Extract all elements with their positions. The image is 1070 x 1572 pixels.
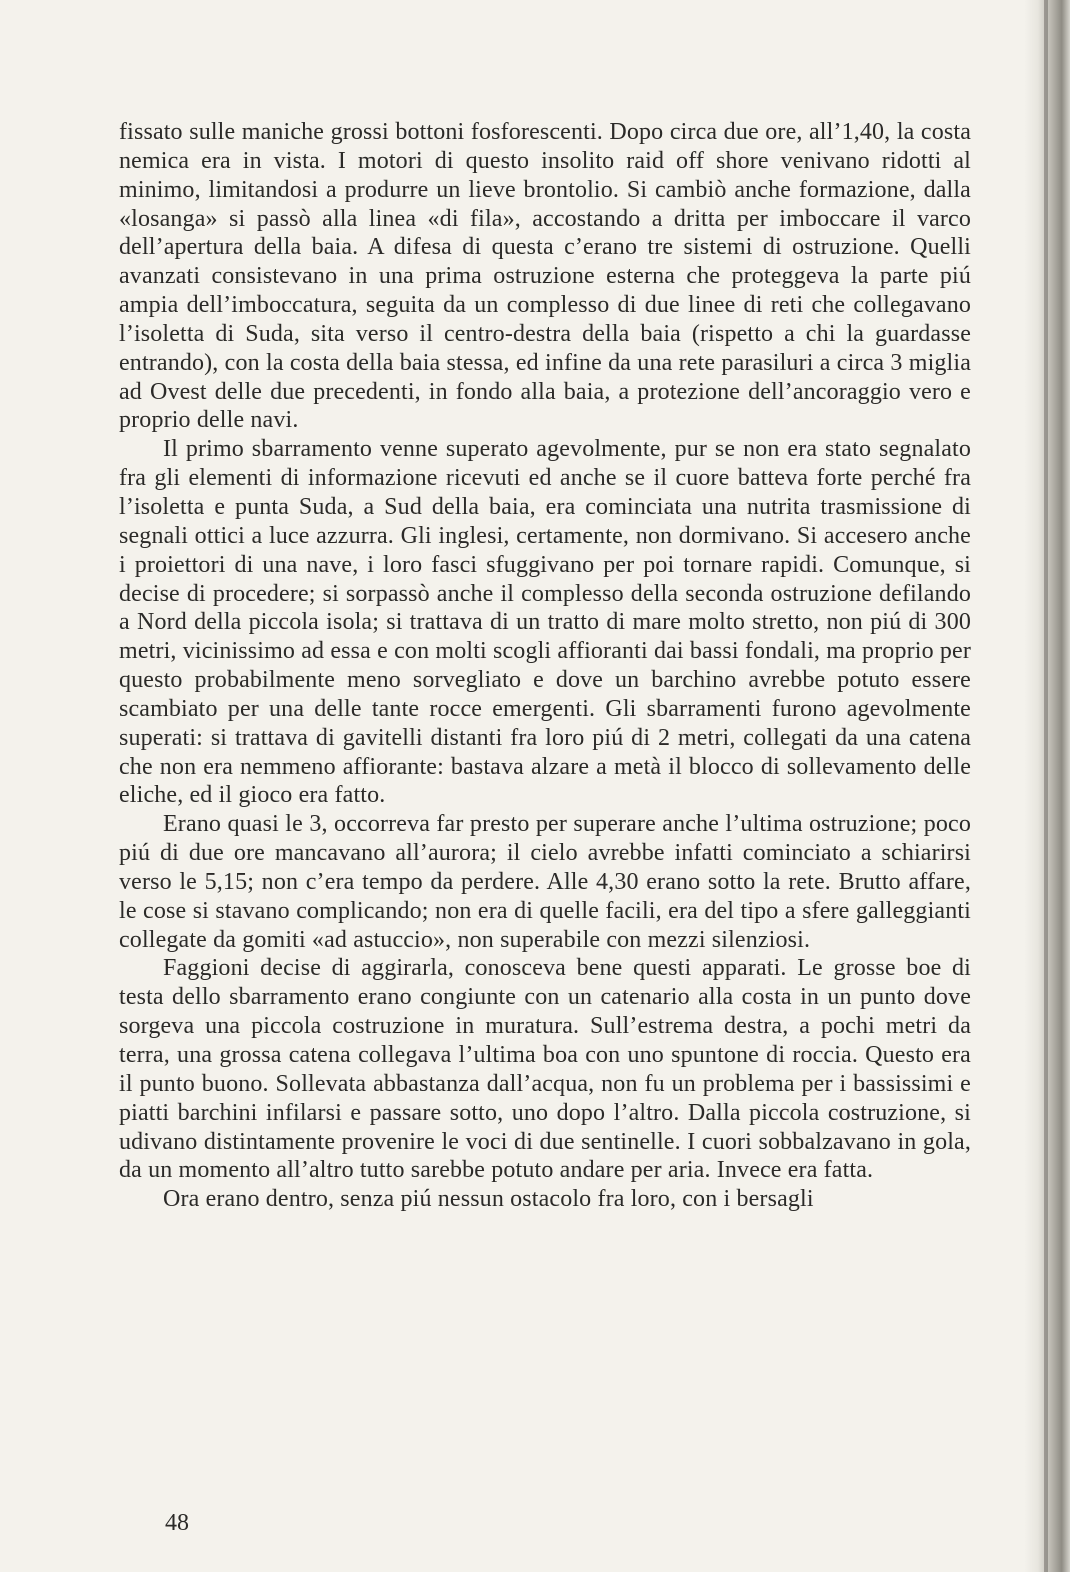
page-binding-line: [1044, 0, 1048, 1572]
body-text: [119, 118, 971, 1214]
paragraph-3: Erano quasi le 3, occorreva far presto per superare anche l’ultima ostruzione; poco piú di due ore mancavano all’aurora; il cielo avrebbe infatti cominciato a schiarirsi verso le 5,15; non c’era tempo da perdere. Alle 4,30 erano sotto la rete. Brutto affare, le cose si stavano complicando; non era di quelle facili, era del tipo a sfere galleggianti collegate da gomiti «ad astuccio», non superabile con mezzi silenziosi.: [119, 811, 971, 953]
page-number: 48: [165, 1510, 189, 1536]
paragraph-2: Il primo sbarramento venne superato agevolmente, pur se non era stato segnalato fra gli elementi di informazione ricevuti ed anche se il cuore batteva forte perché fra l’isoletta e punta Suda, a Sud della baia, era cominciata una nutrita trasmissione di segnali ottici a luce azzurra. Gli inglesi, certamente, non dormivano. Si accesero anche i proiettori di una nave, i loro fasci sfuggivano per poi tornare rapidi. Comunque, si decise di procedere; si sorpassò anche il complesso della seconda ostruzione defilando a Nord della piccola isola; si trattava di un tratto di mare molto stretto, non piú di 300 metri, vicinissimo ad essa e con molti scogli affioranti dai bassi fondali, ma proprio per questo probabilmente meno sorvegliato e dove un barchino avrebbe potuto essere scambiato per una delle tante rocce emergenti. Gli sbarramenti furono agevolmente superati: si trattava di gavitelli distanti fra loro piú di 2 metri, collegati da una catena che non era nemmeno affiorante: bastava alzare a metà il blocco di sollevamento delle eliche, ed il gioco era fatto.: [119, 436, 971, 809]
paragraph-5: Ora erano dentro, senza piú nessun ostacolo fra loro, con i bersagli: [163, 1186, 814, 1213]
paragraph-4: Faggioni decise di aggirarla, conosceva bene questi apparati. Le grosse boe di testa dello sbarramento erano congiunte con un catenario alla costa in un punto dove sorgeva una piccola costruzione in muratura. Sull’estrema destra, a pochi metri da terra, una grossa catena collegava l’ultima boa con uno spuntone di roccia. Questo era il punto buono. Sollevata abbastanza dall’acqua, non fu un problema per i bassissimi e piatti barchini infilarsi e passare sotto, uno dopo l’altro. Dalla piccola costruzione, si udivano distintamente provenire le voci di due sentinelle. I cuori sobbalzavano in gola, da un momento all’altro tutto sarebbe potuto andare per aria. Invece era fatta.: [119, 955, 971, 1184]
paragraph-1: fissato sulle maniche grossi bottoni fosforescenti. Dopo circa due ore, all’1,40, la costa nemica era in vista. I motori di questo insolito raid off shore venivano ridotti al minimo, limitandosi a produrre un lieve brontolio. Si cambiò anche formazione, dalla «losanga» si passò alla linea «di fila», accostando a dritta per imboccare il varco dell’apertura della baia. A difesa di questa c’erano tre sistemi di ostruzione. Quelli avanzati consistevano in una prima ostruzione esterna che proteggeva la parte piú ampia dell’imboccatura, seguita da un complesso di due linee di reti che collegavano l’isoletta di Suda, sita verso il centro-destra della baia (rispetto a chi la guardasse entrando), con la costa della baia stessa, ed infine da una rete parasiluri a circa 3 miglia ad Ovest delle due precedenti, in fondo alla baia, a protezione dell’ancoraggio vero e proprio delle navi.: [119, 119, 971, 434]
